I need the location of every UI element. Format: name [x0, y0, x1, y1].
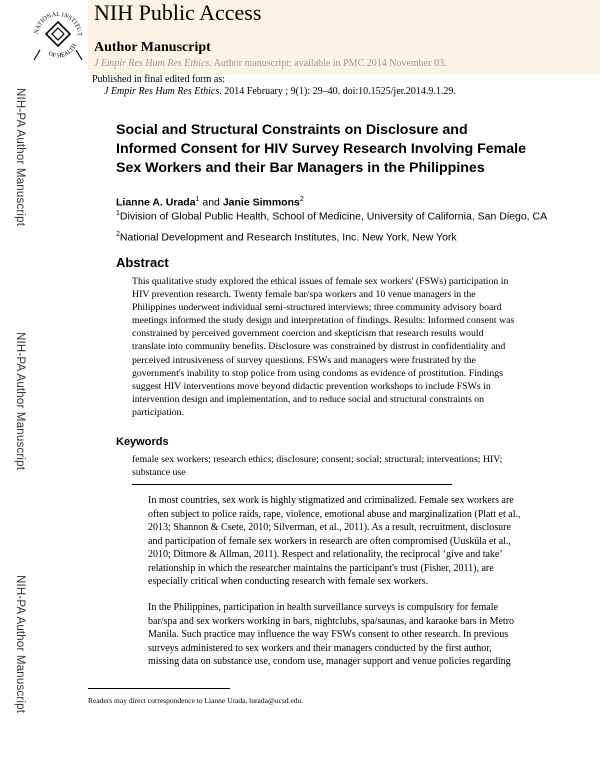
brand-subtitle: Author Manuscript — [94, 40, 211, 55]
side-banner-1: NIH-PA Author Manuscript — [14, 88, 26, 227]
citation: J Empir Res Hum Res Ethics. 2014 February ; 9(1): 29–40. doi:10.1525/jer.2014.9.1.29. — [104, 86, 456, 97]
nih-logo-icon — [30, 2, 86, 66]
affiliation-1: $^1$Division of Global Public Health, School of Medicine, University of California, San Diego, CA — [116, 210, 548, 223]
body-paragraph-2: In the Philippines, participation in health surveillance surveys is compulsory for female bar/spa and sex workers working in bars, nightclubs, spa/saunas, and karaoke bars in Metro Manila. Such practice may influence the way FSWs consent to other research. In previous surveys administered to sex workers and their managers conducted by the first author, missing data on substance use, condom use, manager support and venue policies regarding — [148, 602, 515, 667]
published-label: Published in final edited form as: — [92, 74, 226, 85]
keywords-heading: Keywords — [116, 436, 169, 448]
svg-text:NATIONAL INSTITUTES: NATIONAL INSTITUT — [33, 10, 84, 37]
brand-title: NIH Public Access — [94, 0, 262, 25]
abstract-text: This qualitative study explored the ethical issues of female sex workers' (FSWs) participation in HIV prevention research. Twenty female bar/spa workers and 10 venue managers in the Philippines underwent individual semi-structured interviews; three community advisory board meetings informed the study design and interpretation of findings. Results: Informed consent was constrained by perceived government coercion and skepticism that research results would translate into community benefits. Disclosure was constrained by distrust in confidentiality and perceived intrusiveness of survey questions. FSWs and managers were frustrated by the government's inability to stop police from using condoms as evidence of prostitution. Findings suggest HIV interventions move beyond didactic prevention workshops to include FSWs in intervention design and implementation, and to reduce social and structural constraints on participation. — [132, 276, 515, 418]
side-banner-3: NIH-PA Author Manuscript — [14, 575, 26, 714]
body-paragraph-1: In most countries, sex work is highly stigmatized and criminalized. Female sex workers are often subject to police raids, rape, violence, emotional abuse and marginalization (Platt et al., 2013; Shannon & Csete, 2010; Silverman, et al., 2011). As a result, recruitment, disclosure and participation of female sex workers in research are often compromised (Uusküla et al., 2010; Ditmore & Allman, 2011). Respect and relationality, the reciprocal ‘give and take’ relationship in which the researcher maintains the participant's trust (Fisher, 2011), are especially critical when conducting research with female sex workers. — [148, 495, 521, 587]
svg-text:OF HEALTH: OF HEALTH — [47, 42, 79, 60]
footnote: Readers may direct correspondence to Lianne Urada, lurada@ucsd.edu. — [88, 696, 304, 705]
affiliation-2: $^2$National Development and Research Institutes, Inc. New York, New York — [116, 231, 457, 244]
journal-availability: J Empir Res Hum Res Ethics. Author manuscript; available in PMC 2014 November 03. — [94, 58, 447, 69]
abstract-heading: Abstract — [116, 255, 169, 270]
side-banner-2: NIH-PA Author Manuscript — [14, 332, 26, 471]
keywords-text: female sex workers; research ethics; disclosure; consent; social; structural; interventions; HIV; substance use — [132, 454, 503, 479]
footnote-divider — [88, 688, 230, 689]
authors: Lianne A. Urada$^1$ and Janie Simmons$^2$ — [116, 196, 304, 209]
article-title: Social and Structural Constraints on Disclosure and Informed Consent for HIV Survey Research Involving Female Sex Workers and their Bar Managers in the Philippines — [116, 122, 526, 176]
section-divider — [132, 484, 452, 485]
